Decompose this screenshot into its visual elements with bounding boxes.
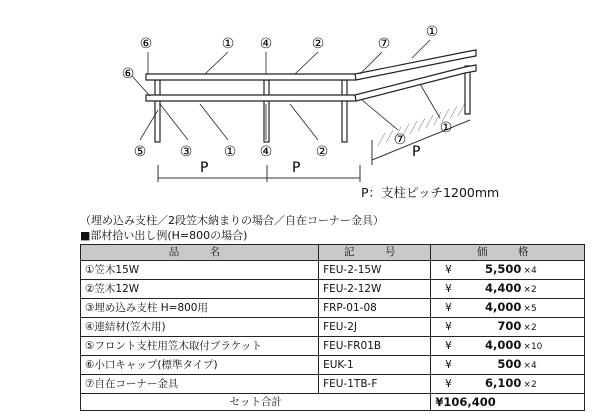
callout-bottom-3: ① — [223, 144, 237, 160]
pitch-mark-1: P — [200, 160, 209, 176]
part-name: ⑦自在コーナー金具 — [81, 375, 319, 394]
header-name: 品 名 — [81, 245, 319, 261]
total-row — [81, 394, 585, 411]
part-name: ②笠木12W — [81, 280, 319, 299]
callout-top-1: ⑥ — [139, 36, 153, 52]
part-code: FEU-2-15W — [319, 261, 431, 280]
quantity: ×2 — [523, 380, 537, 390]
yen-sign: ¥ — [445, 340, 452, 352]
quantity: ×4 — [523, 266, 537, 276]
table-row — [81, 261, 585, 280]
diagram-caption: （埋め込み支柱／2段笠木納まりの場合／自在コーナー金具） — [80, 214, 384, 227]
unit-price: 700 — [497, 319, 522, 333]
pitch-mark-3: P — [412, 144, 421, 160]
yen-sign: ¥ — [445, 264, 452, 276]
header-price: 価 格 — [431, 245, 585, 261]
callout-right-2: ① — [439, 120, 453, 136]
table-header-row — [81, 245, 585, 261]
table-row — [81, 375, 585, 394]
parts-list-title: ■部材拾い出し例(H=800の場合) — [80, 229, 248, 242]
part-name: ③埋め込み支柱 H=800用 — [81, 299, 319, 318]
part-price — [431, 299, 585, 318]
pitch-mark-2: P — [292, 160, 301, 176]
part-code: FEU-2J — [319, 318, 431, 337]
unit-price: 4,000 — [485, 300, 522, 314]
callout-top-5: ⑦ — [377, 36, 391, 52]
part-price — [431, 318, 585, 337]
part-price — [431, 261, 585, 280]
total-label: セット合計 — [81, 394, 431, 411]
rails — [146, 50, 476, 101]
callout-top-4: ② — [311, 36, 325, 52]
table-row — [81, 280, 585, 299]
part-name: ①笠木15W — [81, 261, 319, 280]
yen-sign: ¥ — [445, 359, 452, 371]
callout-left: ⑥ — [121, 66, 135, 82]
unit-price: 4,400 — [485, 281, 522, 295]
quantity: ×5 — [523, 304, 537, 314]
part-price — [431, 375, 585, 394]
part-name: ④連結材(笠木用) — [81, 318, 319, 337]
callout-bottom-4: ④ — [259, 144, 273, 160]
callout-top-6: ① — [425, 24, 439, 40]
part-code: FRP-01-08 — [319, 299, 431, 318]
part-code: FEU-FR01B — [319, 337, 431, 356]
callout-right-1: ⑦ — [393, 132, 407, 148]
callout-bottom-2: ③ — [179, 144, 193, 160]
yen-sign: ¥ — [445, 378, 452, 390]
table-row — [81, 356, 585, 375]
quantity: ×4 — [523, 361, 537, 371]
unit-price: 6,100 — [485, 376, 522, 390]
quantity: ×10 — [523, 342, 543, 352]
total-value: ¥106,400 — [431, 394, 585, 411]
header-code: 記 号 — [319, 245, 431, 261]
part-name: ⑥小口キャップ(標準タイプ) — [81, 356, 319, 375]
quantity: ×2 — [523, 323, 537, 333]
table-row — [81, 337, 585, 356]
callout-top-2: ① — [221, 36, 235, 52]
table-row — [81, 318, 585, 337]
part-code: FEU-1TB-F — [319, 375, 431, 394]
callout-top-3: ④ — [259, 36, 273, 52]
part-code: FEU-2-12W — [319, 280, 431, 299]
table-row — [81, 299, 585, 318]
part-name: ⑤フロント支柱用笠木取付ブラケット — [81, 337, 319, 356]
part-price — [431, 356, 585, 375]
yen-sign: ¥ — [445, 302, 452, 314]
unit-price: 500 — [497, 357, 522, 371]
unit-price: 5,500 — [485, 262, 522, 276]
part-code: EUK-1 — [319, 356, 431, 375]
yen-sign: ¥ — [445, 283, 452, 295]
part-price — [431, 337, 585, 356]
unit-price: 4,000 — [485, 338, 522, 352]
parts-table — [80, 244, 585, 411]
pitch-note: P：支柱ピッチ1200mm — [361, 185, 500, 200]
quantity: ×2 — [523, 285, 537, 295]
callout-bottom-1: ⑤ — [133, 144, 147, 160]
part-price — [431, 280, 585, 299]
yen-sign: ¥ — [445, 321, 452, 333]
callout-bottom-5: ② — [315, 144, 329, 160]
callout-labels — [122, 24, 453, 160]
